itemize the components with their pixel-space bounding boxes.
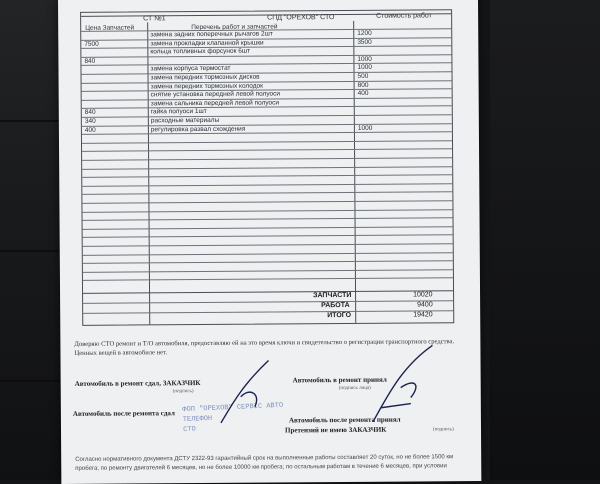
- cell-name: расходные материалы: [150, 116, 220, 125]
- cell-cost: 3500: [357, 38, 372, 46]
- stamp-line: ТЕЛЕФОН: [182, 414, 213, 425]
- table-row: [83, 278, 453, 290]
- work-label: РАБОТА: [321, 301, 350, 310]
- parts-label: ЗАПЧАСТИ: [313, 291, 352, 300]
- cell-price: 840: [84, 57, 96, 65]
- price-header: Цена Запчастей: [85, 24, 135, 32]
- stamp-text: ФОП "ОРЕХОВ" СЕРВІС АВТО: [182, 401, 284, 415]
- cell-cost: 800: [357, 81, 369, 89]
- handed-over-label: Автомобиль в ремонт сдал, ЗАКАЗЧИК: [74, 379, 201, 388]
- cell-name: кольца топливных форсунок 6шт: [150, 47, 251, 56]
- station-number: СТ №1: [143, 15, 166, 23]
- seat-background-right: [490, 0, 600, 480]
- totals-row: [83, 310, 453, 322]
- sign-hint-person: (подпись лица): [338, 385, 371, 392]
- cell-name: замена сальника передней левой полуоси: [150, 99, 280, 108]
- after-repair-accepted-label: Автомобиль после ремонта принял: [288, 415, 401, 425]
- cell-name: гайка полуоси 1шт: [150, 108, 207, 116]
- cell-cost: 1000: [357, 55, 372, 63]
- work-order-sheet: [58, 0, 481, 484]
- stamp-line: СТО: [183, 425, 196, 435]
- work-value: 9400: [417, 301, 433, 309]
- parts-value: 10020: [413, 291, 433, 299]
- cell-cost: 500: [357, 72, 369, 80]
- cell-name: замена передних тормозных колодок: [150, 82, 264, 90]
- cell-cost: 400: [357, 90, 369, 98]
- accepted-label: Автомобиль в ремонт принял: [292, 375, 387, 385]
- trust-paragraph: Доверяю СТО ремонт и Т/О автомобиля, предоставляю ей на это время ключи и свидетельство о регистрации транспортного средства. Ценных вещей в автомобиле нет.: [74, 338, 455, 357]
- signature-customer: [210, 356, 280, 426]
- cell-price: 400: [84, 126, 96, 134]
- cell-price: 340: [84, 117, 96, 125]
- after-repair-handed-label: Автомобиль после ремонта сдал: [72, 409, 175, 418]
- cell-name: замена прокладки клапанной крышки: [150, 39, 264, 47]
- sign-hint: (подпись): [172, 389, 194, 395]
- cell-price: 840: [84, 109, 96, 117]
- warranty-footer: Согласно нормативного документа ДСТУ 2322-93 гарантийный срок на выполненные работы составляет 20 суток, но не более 1500 км пробега; по ремонту двигателей 6 месяцев, но не более 10000 км пробега; по остальным работам в течение 6 месяцев, при условии: [75, 454, 454, 472]
- cell-cost: 1000: [357, 64, 372, 72]
- total-value: 19420: [413, 311, 433, 319]
- cell-name: замена передних тормозных дисков: [150, 73, 260, 82]
- signature-master: [360, 337, 441, 428]
- cell-name: снятие установка передней левой полуоси: [150, 90, 281, 99]
- no-claims-label: Претензий не имею ЗАКАЗЧИК: [284, 425, 387, 435]
- cell-name: замена задних поперечных рычагов 2шт: [150, 30, 273, 39]
- sign-hint: (подпись): [432, 427, 454, 433]
- cell-name: регулировка развал схождения: [150, 125, 246, 133]
- cell-cost: 1000: [357, 124, 373, 132]
- works-header: Перечень работ и запчастей: [191, 23, 278, 32]
- total-label: ИТОГО: [327, 311, 352, 320]
- org-name: СПД "ОРЕХОВ" СТО: [267, 14, 335, 22]
- work-table: [80, 9, 454, 326]
- cell-cost: 1200: [357, 29, 372, 37]
- cell-name: замена корпуса термостат: [150, 65, 231, 73]
- cost-header: Стоимость работ: [376, 12, 432, 20]
- cell-price: 7500: [84, 40, 99, 48]
